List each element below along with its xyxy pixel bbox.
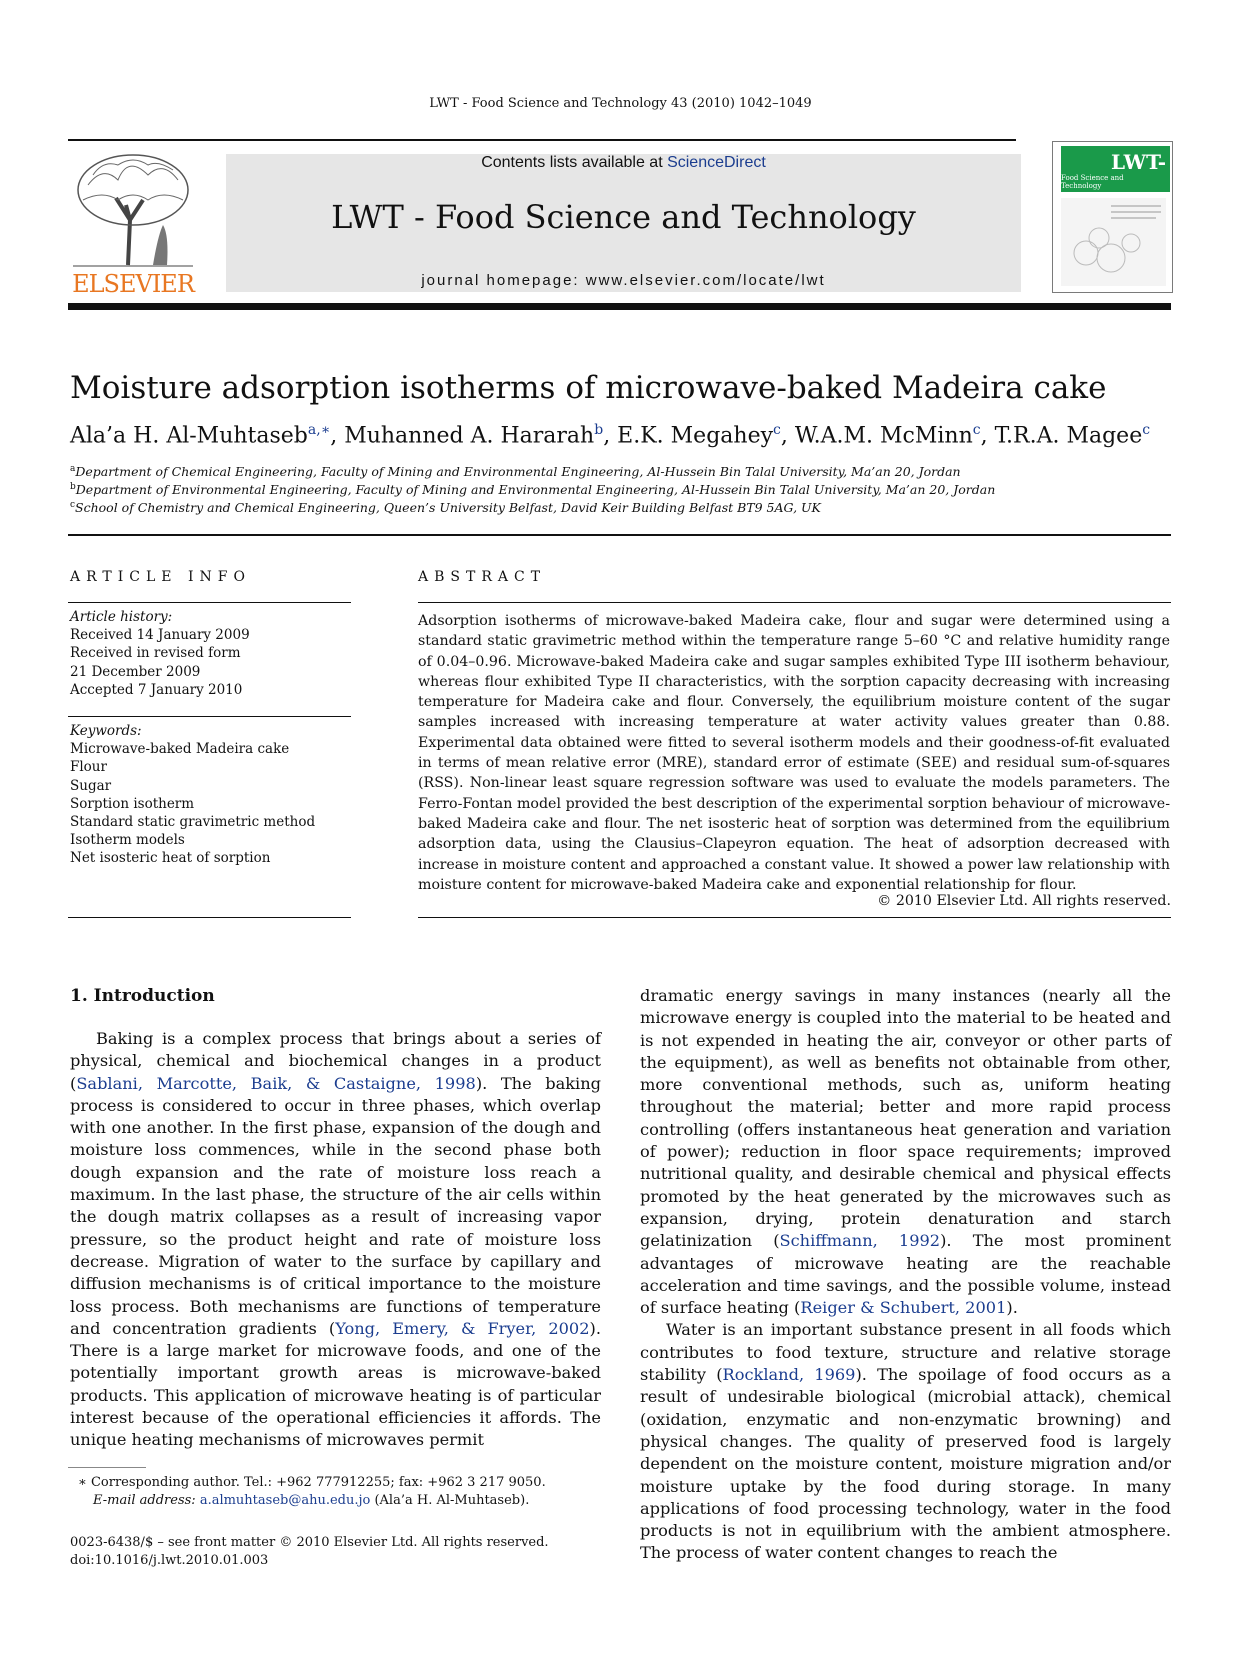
abstract-text: Adsorption isotherms of microwave-baked Madeira cake, flour and sugar were determined using a standard static gravimetric method within the temperature range 5–60 °C and relative humidity range of 0.04–0.96. Microwave-baked Madeira cake and sugar samples exhibited Type III isotherm behaviour, whereas flour exhibited Type II characteristics, with the sorption capacity decreasing with increasing temperature for Madeira cake and flour. Conversely, the equilibrium moisture content of the sugar samples increased with increasing temperature at water activity values greater than 0.88. Experimental data obtained were fitted to several isotherm models and their goodness-of-fit evaluated in terms of mean relative error (MRE), standard error of estimate (SEE) and residual sum-of-squares (RSS). Non-linear least square regression software was used to evaluate the models parameters. The Ferro-Fontan model provided the best description of the experimental sorption behaviour of microwave-baked Madeira cake and flour. The net isosteric heat of sorption was determined from the equilibrium adsorption data, using the Clausius–Clapeyron equation. The heat of adsorption decreased with increase in moisture content and approached a constant value. It showed a power law relationship with moisture content for microwave-baked Madeira cake and exponential relationship for flour. <box>418 613 1170 893</box>
author-affil-marker[interactable]: a,∗ <box>307 422 331 438</box>
abstract-rule <box>418 602 1171 603</box>
footnote-block <box>78 1474 546 1510</box>
keywords-rule <box>68 716 351 717</box>
doi-line[interactable]: doi:10.1016/j.lwt.2010.01.003 <box>70 1553 269 1568</box>
keyword-item: Flour <box>70 759 107 776</box>
paragraph-text: Water is an important substance present in all foods which contributes to food texture, structure and relative storage stability ( <box>640 1320 1171 1385</box>
section-heading: 1. Introduction <box>70 986 215 1006</box>
keyword-item: Microwave-baked Madeira cake <box>70 741 290 758</box>
sciencedirect-link[interactable]: ScienceDirect <box>667 154 766 171</box>
email-line <box>78 1492 546 1510</box>
intro-paragraph-2 <box>640 1319 1171 1564</box>
affiliation-rule <box>68 534 1171 536</box>
paragraph-text: ). The most prominent advantages of microwave heating are the reachable acceleration and time savings, and the possible volume, instead of surface heating ( <box>640 1231 1171 1318</box>
cover-header <box>1061 146 1170 192</box>
abstract-heading: ABSTRACT <box>418 569 547 585</box>
article-info-rule <box>68 602 351 603</box>
citation-link[interactable]: Yong, Emery, & Fryer, 2002 <box>335 1318 590 1338</box>
history-item: Received in revised form <box>70 645 241 662</box>
affiliation-text: Department of Chemical Engineering, Faculty of Mining and Environmental Engineering, Al-Hussein Bin Talal University, Ma’an 20, Jordan <box>75 464 961 480</box>
keyword-item: Standard static gravimetric method <box>70 814 316 831</box>
paragraph-text: Baking is a complex process that brings about a series of physical, chemical and biochemical changes in a product ( <box>70 1029 601 1093</box>
history-item: Received 14 January 2009 <box>70 627 250 644</box>
email-link[interactable]: a.almuhtaseb@ahu.edu.jo <box>199 1493 371 1508</box>
intro-right-column <box>640 985 1171 1565</box>
email-label: E-mail address: <box>93 1493 200 1508</box>
affiliation-marker: c <box>70 500 76 510</box>
history-item: Accepted 7 January 2010 <box>70 681 243 698</box>
paragraph-text: dramatic energy savings in many instances (nearly all the microwave energy is coupled into the material to be heated and is not expended in heating the air, conveyor or other parts of the equipment), as well as benefits not obtainable from other, more conventional methods, such as, uniform heating throughout the material; better and more rapid process controlling (offers instantaneous heat generation and variation of power); reduction in floor space requirements; improved nutritional quality, and desirable chemical and physical effects promoted by the heat generated by the microwaves such as expansion, drying, protein denaturation and starch gelatinization ( <box>640 986 1171 1251</box>
journal-cover[interactable] <box>1052 141 1173 293</box>
author-affil-marker[interactable]: c <box>773 422 781 438</box>
keywords-label: Keywords: <box>70 723 142 739</box>
cover-title: LWT- <box>1110 150 1166 174</box>
contents-prefix: Contents lists available at <box>481 154 668 171</box>
author-name[interactable]: , T.R.A. Magee <box>980 423 1143 449</box>
corresponding-author-note: ∗ Corresponding author. Tel.: +962 777912255; fax: +962 3 217 9050. <box>78 1475 546 1490</box>
journal-title: LWT - Food Science and Technology <box>331 198 916 236</box>
author-name[interactable]: Ala’a H. Al-Muhtaseb <box>70 423 308 449</box>
article-history <box>70 608 250 699</box>
intro-paragraph-1-cont <box>640 985 1171 1319</box>
front-matter <box>70 1534 549 1570</box>
affiliation-a <box>70 464 961 479</box>
author-affil-marker[interactable]: c <box>1142 422 1151 438</box>
author-name[interactable]: , W.A.M. McMinn <box>780 423 973 449</box>
citation-link[interactable]: Reiger & Schubert, 2001 <box>800 1298 1007 1318</box>
paragraph-text: ). <box>1006 1298 1018 1318</box>
history-label: Article history: <box>70 609 173 625</box>
email-suffix: (Ala’a H. Al-Muhtaseb). <box>370 1493 530 1508</box>
affiliation-marker: a <box>70 464 76 474</box>
keyword-item: Net isosteric heat of sorption <box>70 850 271 867</box>
article-info-heading: ARTICLE INFO <box>70 569 251 585</box>
intro-left-column <box>70 1028 601 1452</box>
affiliation-text: Department of Environmental Engineering, Faculty of Mining and Environmental Engineering, Al-Hussein Bin Talal University, Ma’an 20, Jordan <box>75 482 996 498</box>
header-top-rule <box>68 139 1016 141</box>
contents-line <box>226 154 1021 172</box>
affiliation-marker: b <box>70 482 76 492</box>
issn-line: 0023-6438/$ – see front matter © 2010 Elsevier Ltd. All rights reserved. <box>70 1535 549 1550</box>
journal-homepage[interactable]: journal homepage: www.elsevier.com/locate/lwt <box>421 272 826 289</box>
author-affil-marker[interactable]: c <box>972 422 981 438</box>
paragraph-text: ). The baking process is considered to occur in three phases, which overlap with one another. In the first phase, expansion of the dough and moisture loss commences, while in the second phase both dough expansion and the rate of moisture loss reach a maximum. In the last phase, the structure of the air cells within the dough matrix collapses as a result of increasing vapor pressure, so the product height and rate of moisture loss decrease. Migration of water to the surface by capillary and diffusion mechanisms is of critical importance to the moisture loss process. Both mechanisms are functions of temperature and concentration gradients ( <box>70 1073 602 1338</box>
article-title: Moisture adsorption isotherms of microwave-baked Madeira cake <box>70 370 1107 406</box>
keywords-block <box>70 722 315 868</box>
author-name[interactable]: , Muhanned A. Hararah <box>330 423 595 449</box>
author-name[interactable]: , E.K. Megahey <box>603 423 774 449</box>
citation-link[interactable]: Schiffmann, 1992 <box>779 1231 941 1251</box>
journal-banner <box>226 154 1021 292</box>
abstract-copyright: © 2010 Elsevier Ltd. All rights reserved. <box>877 893 1171 909</box>
citation-link[interactable]: Rockland, 1969 <box>722 1365 856 1385</box>
paragraph-text: ). There is a large market for microwave foods, and one of the potentially important growth areas is microwave-baked products. This application of microwave heating is of particular interest because of the operational efficiencies it affords. The unique heating mechanisms of microwaves permit <box>70 1318 601 1450</box>
citation-link[interactable]: Sablani, Marcotte, Baik, & Castaigne, 1998 <box>76 1073 476 1093</box>
article-info-bottom-rule <box>68 917 351 918</box>
intro-paragraph-1 <box>70 1028 601 1452</box>
author-list <box>70 422 1150 448</box>
author-affil-marker[interactable]: b <box>594 422 604 438</box>
elsevier-wordmark: ELSEVIER <box>72 270 194 298</box>
affiliation-b <box>70 482 995 497</box>
footnote-rule <box>68 1467 146 1468</box>
elsevier-logo[interactable] <box>68 150 198 298</box>
affiliation-c <box>70 500 821 515</box>
keyword-item: Isotherm models <box>70 832 185 849</box>
affiliation-text: School of Chemistry and Chemical Engineering, Queen’s University Belfast, David Keir Building Belfast BT9 5AG, UK <box>75 500 821 516</box>
paragraph-text: ). The spoilage of food occurs as a result of undesirable biological (microbial attack), chemical (oxidation, enzymatic and non-enzymatic browning) and physical changes. The quality of preserved food is largely dependent on the moisture content, moisture migration and/or moisture uptake by the food during storage. In many applications of food processing technology, water in the food products is not in equilibrium with the ambient atmosphere. The process of water content changes to reach the <box>640 1365 1171 1563</box>
keyword-item: Sorption isotherm <box>70 795 195 812</box>
abstract-bottom-rule <box>418 917 1171 918</box>
running-head: LWT - Food Science and Technology 43 (2010) 1042–1049 <box>429 96 812 111</box>
cover-subtitle: Food Science and Technology <box>1061 174 1124 190</box>
cover-image-icon <box>1061 198 1166 286</box>
keyword-item: Sugar <box>70 777 112 794</box>
header-bottom-rule <box>68 303 1171 310</box>
history-item: 21 December 2009 <box>70 663 201 680</box>
